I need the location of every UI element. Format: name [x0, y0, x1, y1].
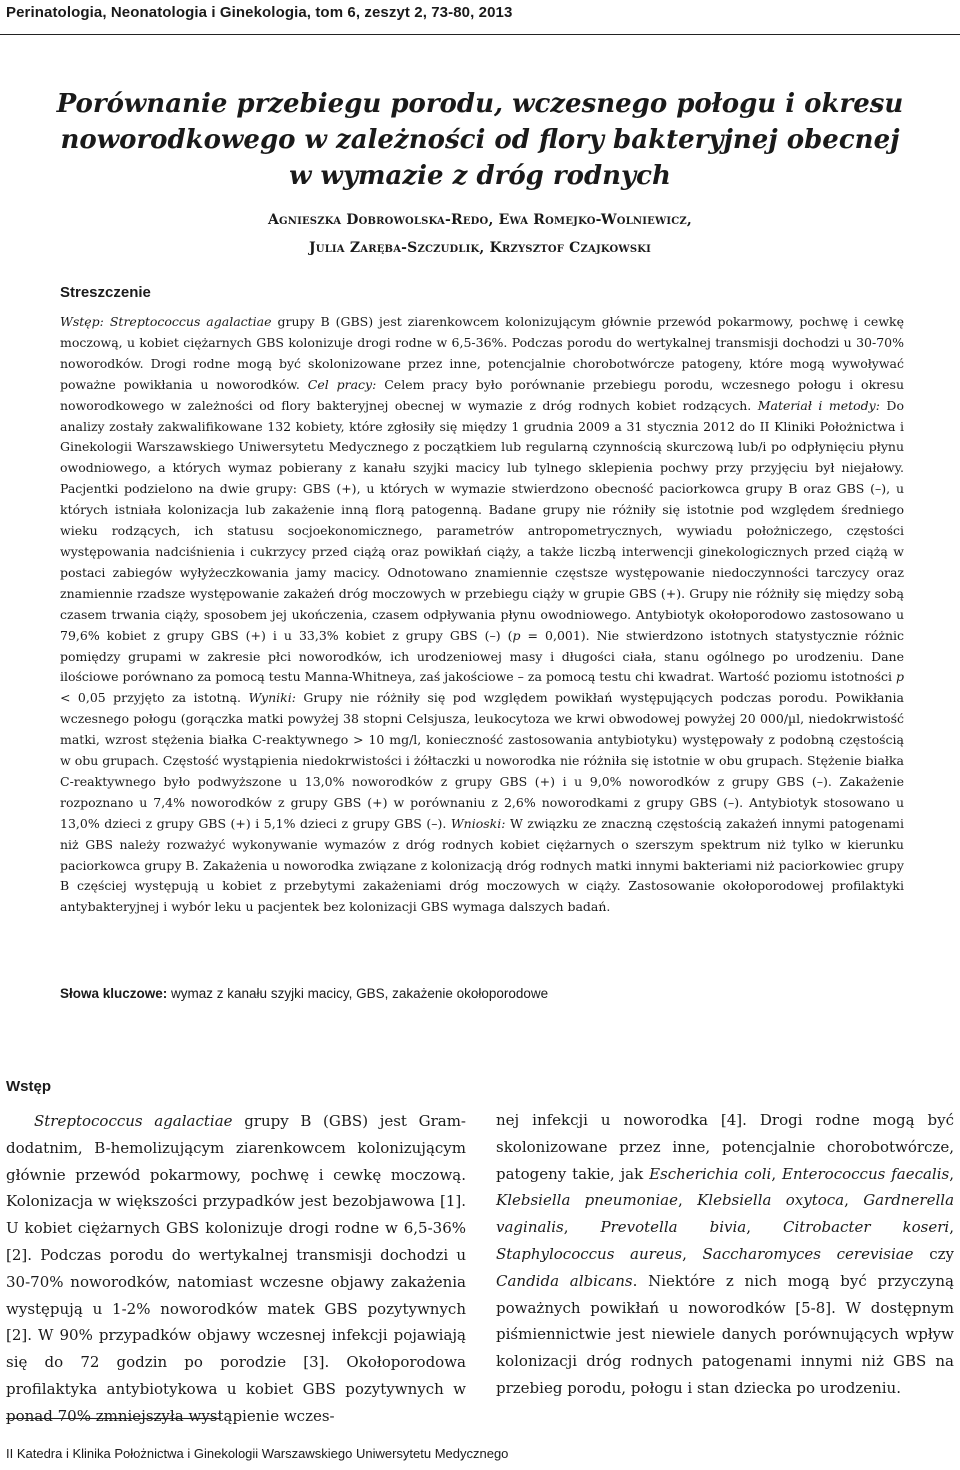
body-column-left: [6, 1108, 466, 1430]
species-name: Escherichia coli: [649, 1164, 772, 1183]
results-label: Wyniki:: [248, 690, 296, 706]
separator: czy: [913, 1244, 954, 1263]
title-line: noworodkowego w zależności od flory bakteryjnej obecnej: [60, 125, 900, 155]
separator: ,: [949, 1218, 954, 1237]
abstract-text: Celem pracy było porównanie przebiegu porodu, wczesnego połogu i okresu noworodkowego w zależności od flory bakteryjnej obecnej w wymazie z dróg rodnych kobiet rodzących.: [60, 376, 904, 413]
separator: ,: [746, 1218, 783, 1237]
separator: ,: [771, 1164, 782, 1183]
intro-label: Wstęp:: [60, 314, 104, 329]
author-line: Agnieszka Dobrowolska-Redo, Ewa Romejko-Wolniewicz,: [267, 212, 693, 228]
body-text: nej infekcji u noworodka [4]. Drogi rodne mogą być skolonizowane przez inne, potencjalnie chorobotwórcze, patogeny takie, jak: [496, 1111, 954, 1183]
author-line: Julia Zaręba-Szczudlik, Krzysztof Czajkowski: [308, 240, 652, 256]
abstract-text: Do analizy zostały zakwalifikowane 132 kobiety, które zgłosiły się między 1 grudnia 2009 a 31 stycznia 2012 do II Kliniki Położnictwa i Ginekologii Warszawskiego Uniwersytetu Medycznego z początkiem lub regularną czynnością skurczową lub/i po odpłynięciu płynu owodniowego, a których wymaz pobierany z kanału szyjki macicy lub tylnego sklepienia pochwy przy przyjęciu był niejałowy. Pacjentki podzielono na dwie grupy: GBS (+), u których w wymazie stwierdzono obecność paciorkowca grupy B oraz GBS (–), u których istniała kolonizacja lub zakażenie inną florą patogenną. Badane grupy nie różniły się istotnie pod względem średniego wieku rodzących, ich statusu socjoekonomicznego, parametrów antropometrycznych, wywiadu położniczego, częstości występowania nadciśnienia i cukrzycy przed ciążą oraz powikłań ciąży, a także liczbą interwencji ginekologicznych przed ciążą w postaci zabiegów wyłyżeczkowania jamy macicy. Odnotowano znamiennie częstsze występowanie niedoczynności tarczycy oraz znamiennie rzadsze występowanie zakażeń dróg moczowych w przebiegu ciąży w grupie GBS (+). Grupy nie różniły się między sobą czasem trwania ciąży, sposobem jej ukończenia, czasem odpływania płynu owodniowego. Antybiotyk okołoporodowo zastosowano u 79,6% kobiet z grupy GBS (+) i u 33,3% kobiet z grupy GBS (–) (: [60, 397, 904, 643]
article-title: [40, 86, 920, 194]
separator: ,: [682, 1244, 703, 1263]
keywords-label: Słowa kluczowe:: [60, 986, 168, 1001]
abstract-text: grupy B (GBS) jest ziarenkowcem kolonizującym głównie przewód pokarmowy, pochwę i cewkę moczową, u kobiet ciężarnych GBS kolonizuje drogi rodne w 6,5-36%. Podczas porodu do wertykalnej transmisji dochodzi u 30-70% noworodków. Drogi rodne mogą być skolonizowane przez inne, potencjalnie chorobotwórcze patogeny, które mogą wywoływać poważne powikłania u noworodków.: [60, 314, 904, 392]
p-symbol: p: [895, 669, 904, 685]
abstract-body: [60, 312, 904, 918]
separator: ,: [949, 1164, 954, 1183]
abstract-heading: Streszczenie: [60, 284, 151, 301]
conclusions-label: Wnioski:: [450, 815, 506, 831]
species-name: Prevotella bivia: [600, 1218, 747, 1237]
species-name: Klebsiella oxytoca: [697, 1191, 845, 1210]
species-name: Citrobacter koseri: [783, 1218, 950, 1237]
keywords-text: wymaz z kanału szyjki macicy, GBS, zakażenie okołoporodowe: [167, 986, 549, 1001]
species-name: Saccharomyces cerevisiae: [702, 1244, 914, 1263]
species-name: Streptococcus agalactiae: [34, 1112, 233, 1130]
abstract-text: < 0,05 przyjęto za istotną.: [60, 690, 249, 706]
species-name: Streptococcus agalactiae: [109, 314, 272, 329]
body-column-right: [496, 1107, 954, 1402]
affiliation-footnote: II Katedra i Klinika Położnictwa i Ginekologii Warszawskiego Uniwersytetu Medycznego: [6, 1446, 509, 1461]
separator: ,: [844, 1191, 864, 1210]
species-name: Staphylococcus aureus: [496, 1244, 683, 1263]
title-line: Porównanie przebiegu porodu, wczesnego połogu i okresu: [56, 89, 904, 119]
body-text: . Niektóre z nich mogą być przyczyną poważnych powikłań u noworodków [5-8]. W dostępnym piśmiennictwie jest niewiele danych porównujących wpływ kolonizacji dróg rodnych patogenami innymi niż GBS na przebieg porodu, połogu i stan dziecka po urodzeniu.: [496, 1271, 954, 1397]
separator: ,: [563, 1218, 601, 1237]
abstract-text: = 0,001). Nie stwierdzono istotnych statystycznie różnic pomiędzy grupami w zakresie płci noworodków, ich urodzeniowej masy i długości ciała, stanu ogólnego po urodzeniu. Dane ilościowe porównano za pomocą testu Manna-Whitneya, zaś jakościowe – za pomocą testu chi kwadrat. Wartość poziomu istotności: [60, 627, 904, 685]
p-symbol: p: [512, 627, 521, 643]
journal-header: Perinatologia, Neonatologia i Ginekologia, tom 6, zeszyt 2, 73-80, 2013: [6, 4, 513, 21]
section-heading: Wstęp: [6, 1078, 51, 1095]
keywords-line: [60, 986, 904, 1001]
aim-label: Cel pracy:: [307, 376, 377, 392]
species-name: Klebsiella pneumoniae: [496, 1191, 679, 1210]
methods-label: Materiał i metody:: [757, 397, 880, 413]
separator: ,: [678, 1191, 698, 1210]
abstract-text: W związku ze znaczną częstością zakażeń innymi patogenami niż GBS należy rozważyć wykonywanie wymazów z dróg rodnych kobiet ciężarnych o szerszym spektrum niż tylko w kierunku paciorkowca grupy B. Zakażenia u noworodka związane z kolonizacją dróg rodnych matki innymi bakteriami niż paciorkowiec grupy B częściej występują u kobiet z przebytymi zakażeniami dróg moczowych w ciąży. Zastosowanie okołoporodowej profilaktyki antybakteryjnej i wybór leku u pacjentek bez kolonizacji GBS wymaga dalszych badań.: [60, 815, 905, 915]
header-rule: [0, 34, 960, 35]
author-list: [40, 206, 920, 262]
footnote-rule: [6, 1418, 221, 1419]
title-line: w wymazie z dróg rodnych: [289, 161, 671, 191]
species-name: Gardnerella vaginalis: [496, 1191, 955, 1237]
species-name: Enterococcus faecalis: [782, 1164, 950, 1183]
abstract-text: Grupy nie różniły się pod względem powikłań występujących podczas porodu. Powikłania wczesnego połogu (gorączka matki powyżej 38 stopni Celsjusza, leukocytoza we krwi obwodowej powyżej 20 000/µl, niedokrwistość matki, wzrost stężenia białka C-reaktywnego > 10 mg/l, konieczność zastosowania antybiotyku) występowały z podobną częstością w obu grupach. Częstość wystąpienia niedokrwistości i żółtaczki u noworodka nie różniła się istotnie w obu grupach. Stężenie białka C-reaktywnego było podwyższone u 13,0% noworodków z grupy GBS (+) i u 9,0% noworodków z grupy GBS (–). Zakażenie rozpoznano u 7,4% noworodków z grupy GBS (+) w porównaniu z 2,6% noworodkami z grupy GBS (–). Antybiotyk stosowano u 13,0% dzieci z grupy GBS (+) i 5,1% dzieci z grupy GBS (–).: [60, 690, 904, 831]
body-text: grupy B (GBS) jest Gram-dodatnim, B-hemolizującym ziarenkowcem kolonizującym głównie przewód pokarmowy, pochwę i cewkę moczową. Kolonizacja w większości przypadków jest bezobjawowa [1]. U kobiet ciężarnych GBS kolonizuje drogi rodne w 6,5-36% [2]. Podczas porodu do wertykalnej transmisji dochodzi u 30-70% noworodków, natomiast wczesne objawy zakażenia występują u 1-2% noworodków matek GBS pozytywnych [2]. W 90% przypadków objawy wczesnej infekcji pojawiają się do 72 godzin po porodzie [3]. Okołoporodowa profilaktyka antybiotykowa u kobiet GBS pozytywnych w ponad 70% zmniejszyła wystąpienie wczes-: [6, 1112, 466, 1425]
species-name: Candida albicans: [496, 1271, 633, 1290]
